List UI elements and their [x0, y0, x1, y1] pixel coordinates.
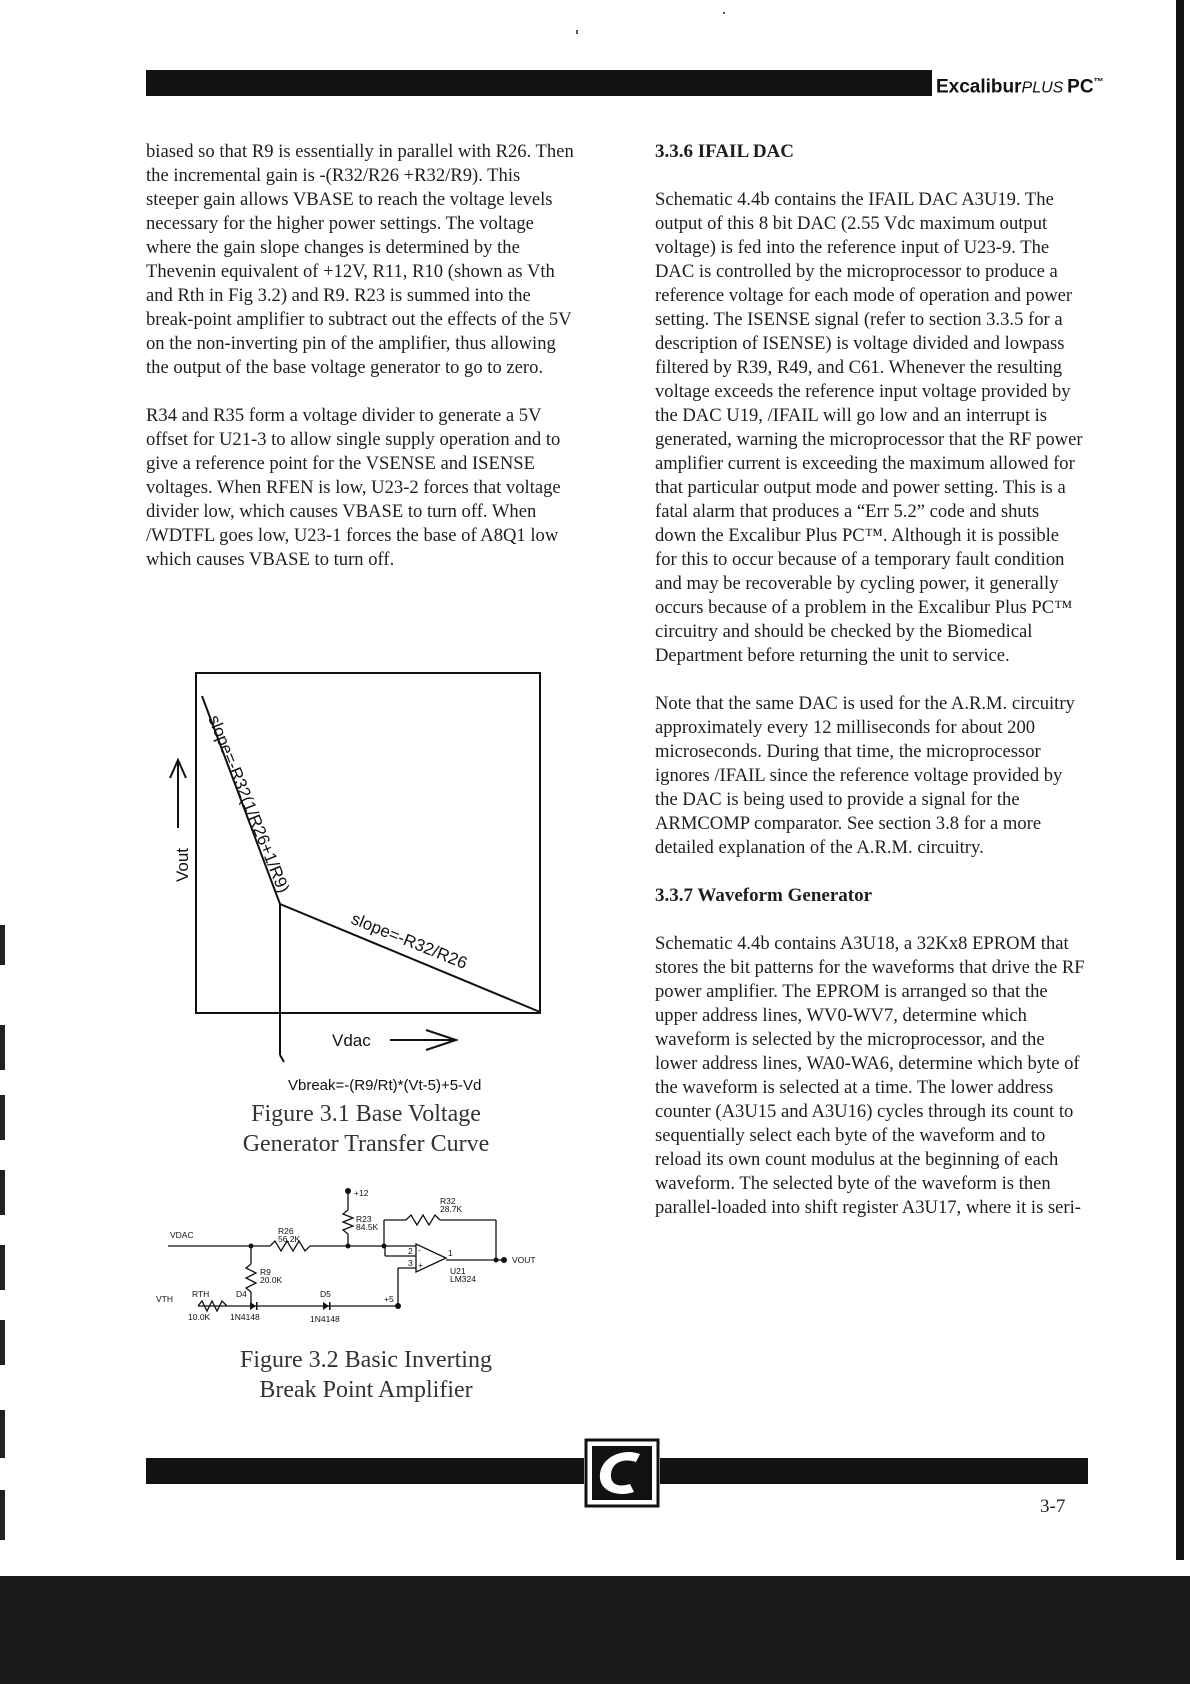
- scan-edge-mark: [0, 1095, 5, 1140]
- d5-diode: [323, 1302, 329, 1310]
- figure-3-2-caption: [186, 1345, 546, 1405]
- page-number: 3-7: [1040, 1496, 1066, 1517]
- junction-dot: [249, 1244, 254, 1249]
- d4-diode-bar: [256, 1302, 258, 1310]
- scan-edge-mark: [0, 1245, 5, 1290]
- footer-bar-right: [660, 1458, 1088, 1484]
- brand-plus: PLUS: [1021, 79, 1064, 97]
- right-column: [655, 140, 1085, 1244]
- scan-edge-rule: [1176, 0, 1184, 1560]
- left-paragraph-1: biased so that R9 is essentially in parallel with R26. Then the incremental gain is -(R32/R26 +R32/R9). This steeper gain allows VBASE to reach the voltage levels necessary for the higher power settings. The voltage where the gain slope changes is determined by the Thevenin equivalent of +12V, R11, R10 (shown as Vth and Rth in Fig 3.2) and R9. R23 is summed into the break-point amplifier to subtract out the effects of the 5V on the non-inverting pin of the amplifier, thus allowing the output of the base voltage generator to go to zero.: [146, 141, 574, 378]
- r32-value: 28.7K: [440, 1204, 463, 1214]
- plus12-terminal: [345, 1188, 351, 1194]
- r23-resistor: [343, 1210, 353, 1234]
- left-paragraph-2: R34 and R35 form a voltage divider to generate a 5V offset for U21-3 to allow single supply operation and to give a reference point for the VSENSE and ISENSE voltages. When RFEN is low, U23-2 forces that voltage divider low, which causes VBASE to turn off. When /WDTFL goes low, U23-1 forces the base of A8Q1 low which causes VBASE to turn off.: [146, 405, 561, 570]
- scan-edge-mark: [0, 1490, 5, 1540]
- caption-line: Figure 3.2 Basic Inverting: [240, 1347, 492, 1373]
- plus5-label: +5: [384, 1294, 394, 1304]
- pin3-label: 3: [408, 1258, 413, 1268]
- right-paragraph-3: Schematic 4.4b contains A3U18, a 32Kx8 EPROM that stores the bit patterns for the waveforms that drive the RF power amplifier. The EPROM is arranged so that the upper address lines, WV0-WV7, determine which waveform is selected by the microprocessor, and the lower address lines, WA0-WA6, determine which byte of the waveform is selected at a time. The lower address counter (A3U15 and A3U16) cycles through its count to sequentially select each byte of the waveform and to reload its own count modulus at the beginning of each waveform. The selected byte of the waveform is then parallel-loaded into shift register A3U17, where it is seri-: [655, 933, 1085, 1218]
- vdac-label: VDAC: [170, 1230, 194, 1240]
- scan-edge-mark: [0, 1410, 5, 1458]
- d4-label: D4: [236, 1289, 247, 1299]
- r23-label: R23: [356, 1214, 372, 1224]
- d4-diode: [250, 1302, 256, 1310]
- r9-label: R9: [260, 1267, 271, 1277]
- u21-label: U21: [450, 1266, 466, 1276]
- scan-edge-mark: [0, 925, 5, 965]
- vout-label: VOUT: [512, 1255, 536, 1265]
- junction-dot: [382, 1244, 387, 1249]
- junction-dot: [494, 1258, 499, 1263]
- plus-input-label: +: [418, 1260, 423, 1270]
- left-column: [146, 140, 576, 596]
- figure-3-1-caption: [186, 1099, 546, 1159]
- plus12-label: +12: [354, 1188, 369, 1198]
- section-heading-waveform-generator: 3.3.7 Waveform Generator: [655, 885, 873, 906]
- rth-label: RTH: [192, 1289, 210, 1299]
- r9-value: 20.0K: [260, 1275, 283, 1285]
- header-brand-logo: [932, 70, 1104, 98]
- brand-tm: ™: [1093, 77, 1104, 88]
- breakpoint-label: Vbreak=-(R9/Rt)*(Vt-5)+5-Vd: [288, 1077, 482, 1094]
- rth-value: 10.0K: [188, 1312, 211, 1322]
- section-heading-ifail-dac: 3.3.6 IFAIL DAC: [655, 141, 794, 162]
- x-axis-label: Vdac: [332, 1031, 371, 1050]
- r32-resistor: [406, 1215, 440, 1225]
- d5-value: 1N4148: [310, 1314, 340, 1324]
- y-axis-label: Vout: [173, 847, 192, 882]
- transfer-curve: [202, 696, 540, 1012]
- d4-value: 1N4148: [230, 1312, 260, 1322]
- r23-value: 84.5K: [356, 1222, 379, 1232]
- plus5-terminal: [395, 1303, 401, 1309]
- caption-line: Break Point Amplifier: [259, 1377, 473, 1403]
- brand-main: Excalibur: [936, 76, 1022, 98]
- breakpoint-leader: [280, 1055, 284, 1062]
- minus-input-label: -: [418, 1245, 421, 1255]
- scan-speck: [576, 30, 578, 34]
- vth-label: VTH: [156, 1294, 173, 1304]
- slope-1-label: slope=-R32(1/R26+1/R9): [204, 712, 294, 896]
- right-paragraph-2: Note that the same DAC is used for the A.R.M. circuitry approximately every 12 milliseconds for about 200 microseconds. During that time, the microprocessor ignores /IFAIL since the reference voltage provided by the DAC is being used to provide a signal for the ARMCOMP comparator. See section 3.8 for a more detailed explanation of the A.R.M. circuitry.: [655, 693, 1075, 858]
- caption-line: Figure 3.1 Base Voltage: [251, 1101, 481, 1127]
- company-logo-icon: [584, 1438, 660, 1508]
- junction-dot: [346, 1244, 351, 1249]
- lm324-label: LM324: [450, 1274, 476, 1284]
- footer-bar-left: [146, 1458, 584, 1484]
- plot-frame: [196, 673, 540, 1013]
- caption-line: Generator Transfer Curve: [242, 1131, 490, 1157]
- scan-edge-mark: [0, 1025, 5, 1070]
- figure-3-2-schematic: [150, 1180, 580, 1330]
- r9-resistor: [246, 1264, 256, 1292]
- scan-edge-mark: [0, 1320, 5, 1365]
- pin2-label: 2: [408, 1246, 413, 1256]
- r26-value: 56.2K: [278, 1234, 301, 1244]
- r32-label: R32: [440, 1196, 456, 1206]
- slope-2-label: slope=-R32/R26: [348, 909, 470, 973]
- vout-terminal: [501, 1257, 507, 1263]
- figure-3-1-transfer-curve: [160, 668, 580, 1098]
- scan-edge-mark: [0, 1170, 5, 1215]
- d5-diode-bar: [329, 1302, 331, 1310]
- brand-pc: PC: [1067, 76, 1094, 98]
- d5-label: D5: [320, 1289, 331, 1299]
- pin1-label: 1: [448, 1248, 453, 1258]
- scan-bottom-band: [0, 1576, 1190, 1684]
- r26-label: R26: [278, 1226, 294, 1236]
- right-paragraph-1: Schematic 4.4b contains the IFAIL DAC A3U19. The output of this 8 bit DAC (2.55 Vdc maximum output voltage) is fed into the reference input of U23-9. The DAC is controlled by the microprocessor to produce a reference voltage for each mode of operation and power setting. The ISENSE signal (refer to section 3.3.5 for a description of ISENSE) is voltage divided and lowpass filtered by R39, R49, and C61. Whenever the resulting voltage exceeds the reference input voltage provided by the DAC U19, /IFAIL will go low and an interrupt is generated, warning the microprocessor that the RF power amplifier current is exceeding the maximum allowed for that particular output mode and power setting. This is a fatal alarm that produces a “Err 5.2” code and shuts down the Excalibur Plus PC™. Although it is possible for this to occur because of a temporary fault condition and may be recoverable by cycling power, it generally occurs because of a problem in the Excalibur Plus PC™ circuitry and should be checked by the Biomedical Department before returning the unit to service.: [655, 189, 1083, 666]
- scan-speck: [723, 12, 725, 14]
